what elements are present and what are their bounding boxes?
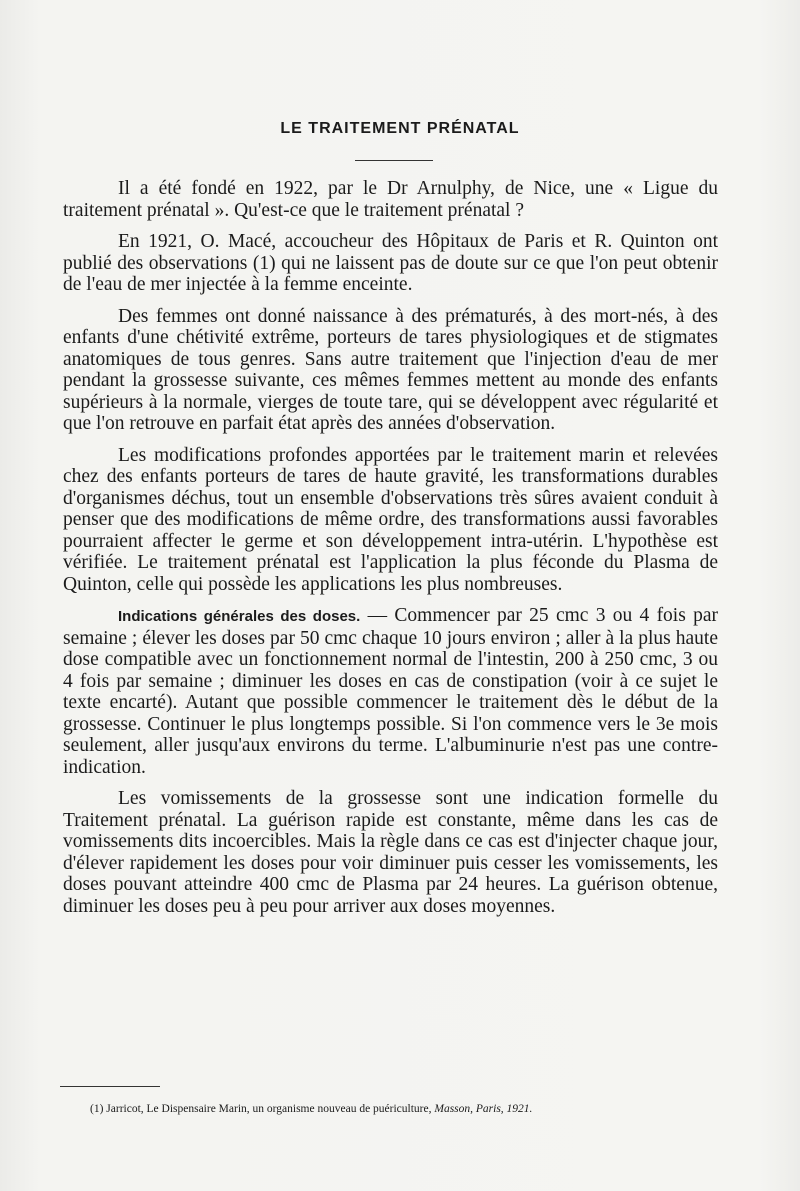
paragraph-1: Il a été fondé en 1922, par le Dr Arnulphy, de Nice, une « Ligue du traitement prénatal ». Qu'est-ce que le traitement prénatal ? [63, 178, 718, 221]
page-title: LE TRAITEMENT PRÉNATAL [280, 120, 520, 137]
paragraph-4: Les modifications profondes apportées par le traitement marin et relevées chez des enfants porteurs de tares de haute gravité, les transformations durables d'organismes déchus, tout un ensemble d'observations très sûres avaient conduit à penser que des modifications de même ordre, des transformations aussi favorables pourraient affecter le germe et son développement intra-utérin. L'hypothèse est vérifiée. Le traitement prénatal est l'application la plus féconde du Plasma de Quinton, celle qui possède les applications les plus nombreuses. [63, 444, 718, 595]
paragraph-5 [63, 605, 718, 778]
dose-indications-heading: Indications générales des doses. [118, 608, 361, 625]
paragraph-3: Des femmes ont donné naissance à des prématurés, à des mort-nés, à des enfants d'une chétivité extrême, porteurs de tares physiologiques et de stigmates anatomiques de tous genres. Sans autre traitement que l'injection d'eau de mer pendant la grossesse suivante, ces mêmes femmes mettent au monde des enfants supérieurs à la normale, vierges de toute tare, qui se développent avec régularité et que l'on retrouve en parfait état après des années d'observation. [63, 305, 718, 434]
footnote [90, 1102, 730, 1116]
paragraph-6: Les vomissements de la grossesse sont une indication formelle du Traitement prénatal. La guérison rapide est constante, même dans les cas de vomissements dits incoercibles. Mais la règle dans ce cas est d'injecter chaque jour, d'élever rapidement les doses pour voir diminuer puis cesser les vomissements, les doses pouvant atteindre 400 cmc de Plasma par 24 heures. La guérison obtenue, diminuer les doses peu à peu pour arriver aux doses moyennes. [63, 788, 718, 917]
paragraph-2: En 1921, O. Macé, accoucheur des Hôpitaux de Paris et R. Quinton ont publié des observations (1) qui ne laissent pas de doute sur ce que l'on peut obtenir de l'eau de mer injectée à la femme enceinte. [63, 231, 718, 295]
footnote-publisher: Masson, Paris, 1921. [434, 1103, 533, 1115]
paragraph-5-text: — Commencer par 25 cmc 3 ou 4 fois par semaine ; élever les doses par 50 cmc chaque 10 jours environ ; aller à la plus haute dose compatible avec un fonctionnement normal de l'intestin, 200 à 250 cmc, 3 ou 4 fois par semaine ; diminuer les doses en cas de constipation (voir à ce sujet le texte encarté). Autant que possible commencer le traitement dès le début de la grossesse. Continuer le plus longtemps possible. Si l'on commence vers le 3e mois seulement, aller jusqu'aux environs du terme. L'albuminurie n'est pas une contre-indication. [63, 605, 719, 778]
footnote-text: (1) Jarricot, Le Dispensaire Marin, un organisme nouveau de puériculture, [90, 1103, 435, 1115]
article-body [63, 178, 718, 927]
footnote-divider [60, 1086, 160, 1087]
title-divider [355, 160, 433, 161]
